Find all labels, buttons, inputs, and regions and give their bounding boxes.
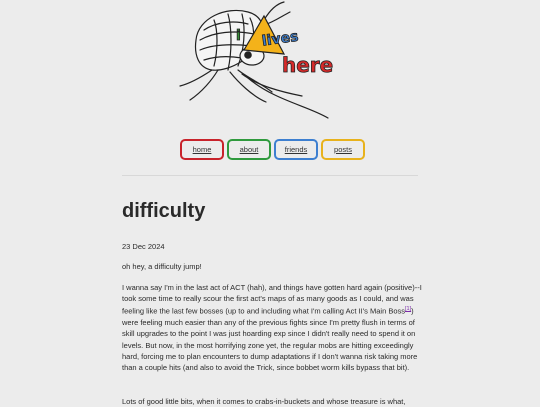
footnote-link[interactable]: [1] bbox=[405, 306, 412, 313]
logo-text-here: here bbox=[282, 53, 334, 77]
post-paragraph-part2: ) were feeling much easier than any of the previous fights since I'm pretty flush in terms of skill upgrades to the point I was just hoarding exp since I didn't really need to spend it on levels. But now, in the most horrifying zone yet, the regular mobs are hitting exceedingly hard, forcing me to plan encounters to dump adaptations if I don't wanna risk taking more than a couple hits (and also to avoid the Trick, since bobbet worm kills bypass that bit). bbox=[122, 306, 418, 372]
logo-text-lives: lives bbox=[261, 28, 300, 50]
post-paragraph bbox=[122, 282, 422, 373]
nav-friends[interactable]: friends bbox=[274, 139, 318, 160]
header-divider bbox=[122, 175, 418, 176]
main-nav bbox=[180, 139, 365, 160]
post-intro: oh hey, a difficulty jump! bbox=[122, 262, 202, 271]
post-paragraph-next: Lots of good little bits, when it comes to crabs-in-buckets and whose treasure is what, bbox=[122, 397, 406, 406]
nav-posts[interactable]: posts bbox=[321, 139, 365, 160]
nav-about[interactable]: about bbox=[227, 139, 271, 160]
post-paragraph-part1: I wanna say I'm in the last act of ACT (hah), and things have gotten hard again (positive)--I took some time to really scour the first act's maps of as many goods as I could, and was feeling like the last few bosses (up to and including what I'm calling Act II's Main Boss bbox=[122, 283, 422, 316]
post-title: difficulty bbox=[122, 200, 206, 222]
post-date: 23 Dec 2024 bbox=[122, 242, 165, 251]
site-logo[interactable] bbox=[178, 0, 348, 128]
nav-home[interactable]: home bbox=[180, 139, 224, 160]
logo-text-i: i bbox=[236, 28, 241, 44]
